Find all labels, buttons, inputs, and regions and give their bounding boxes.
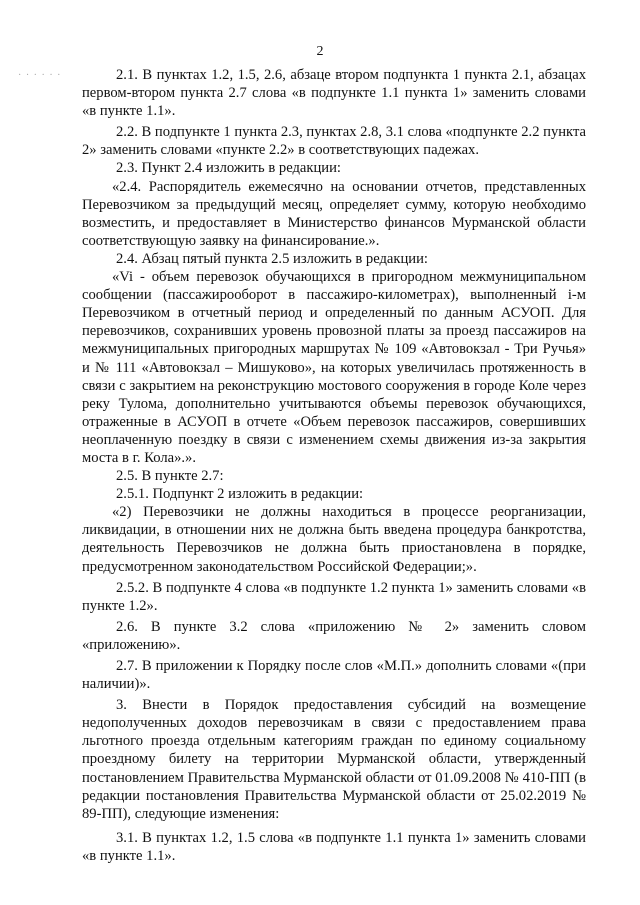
quote-2-4: «2.4. Распорядитель ежемесячно на основании отчетов, представленных Перевозчиком за предыдущий месяц, определяет сумму, которую необходимо возместить, и предоставляет в Министерство финансов Мурманской области соответствующую заявку на финансирование.». <box>82 178 586 249</box>
paragraph-3-1: 3.1. В пунктах 1.2, 1.5 слова «в подпункте 1.1 пункта 1» заменить словами «в пункте 1.1». <box>82 829 586 864</box>
paragraph-2-5: 2.5. В пункте 2.7: <box>116 468 224 485</box>
paragraph-2-4: 2.4. Абзац пятый пункта 2.5 изложить в редакции: <box>116 250 428 267</box>
page-number: 2 <box>316 44 324 59</box>
paragraph-2-7: 2.7. В приложении к Порядку после слов «М.П.» дополнить словами «(при наличии)». <box>82 658 586 693</box>
paragraph-2-2: 2.2. В подпункте 1 пункта 2.3, пунктах 2.8, 3.1 слова «подпункте 2.2 пункта 2» заменить словами «пункте 2.2» в соответствующих падежах. <box>82 124 586 159</box>
document-body <box>82 66 586 865</box>
paragraph-2-1: 2.1. В пунктах 1.2, 1.5, 2.6, абзаце втором подпункта 1 пункта 2.1, абзацах первом-втором пункта 2.7 слова «в подпункте 1.1 пункта 1» заменить словами «в пункте 1.1». <box>82 67 586 120</box>
quote-2: «2) Перевозчики не должны находиться в процессе реорганизации, ликвидации, в отношении них не должна быть введена процедура банкротства, деятельность Перевозчиков не должна быть приостановлена в порядке, предусмотренном законодательством Российской Федерации;». <box>82 504 586 575</box>
paragraph-2-5-1: 2.5.1. Подпункт 2 изложить в редакции: <box>116 486 364 503</box>
paragraph-3: 3. Внести в Порядок предоставления субсидий на возмещение недополученных доходов перевозчикам в связи с предоставлением права льготного проезда отдельным категориям граждан по единому социальному проездному билету на территории Мурманской области, утвержденный постановлением Правительства Мурманской области от 01.09.2008 № 410-ПП (в редакции постановления Правительства Мурманской области от 25.02.2019 № 89-ПП), следующие изменения: <box>82 697 586 822</box>
quote-vi: «Vi - объем перевозок обучающихся в пригородном межмуниципальном сообщении (пассажирооборот в пассажиро-километрах), выполненный i-м Перевозчиком в отчетный период и определенный по данным АСУОП. Для перевозчиков, сохранивших уровень провозной платы за проезд пассажиров на межмуниципальных пригородных маршрутах № 109 «Автовокзал - Три Ручья» и № 111 «Автовокзал – Мишуково», на которых увеличилась протяженность в связи с закрытием на реконструкцию мостового сооружения в городе Коле через реку Тулома, дополнительно учитываются объемы перевозок обучающихся, отраженные в АСУОП в отчете «Объем перевозок пассажиров, совершивших неоплаченную поездку в связи с изменением схемы движения из-за закрытия моста в г. Кола».». <box>82 269 586 466</box>
paragraph-2-6: 2.6. В пункте 3.2 слова «приложению № 2» заменить словом «приложению». <box>82 618 586 653</box>
paragraph-2-3: 2.3. Пункт 2.4 изложить в редакции: <box>116 160 341 177</box>
scan-mark: · · · · · · <box>18 70 62 81</box>
paragraph-2-5-2: 2.5.2. В подпункте 4 слова «в подпункте 1.2 пункта 1» заменить словами «в пункте 1.2». <box>82 579 586 614</box>
